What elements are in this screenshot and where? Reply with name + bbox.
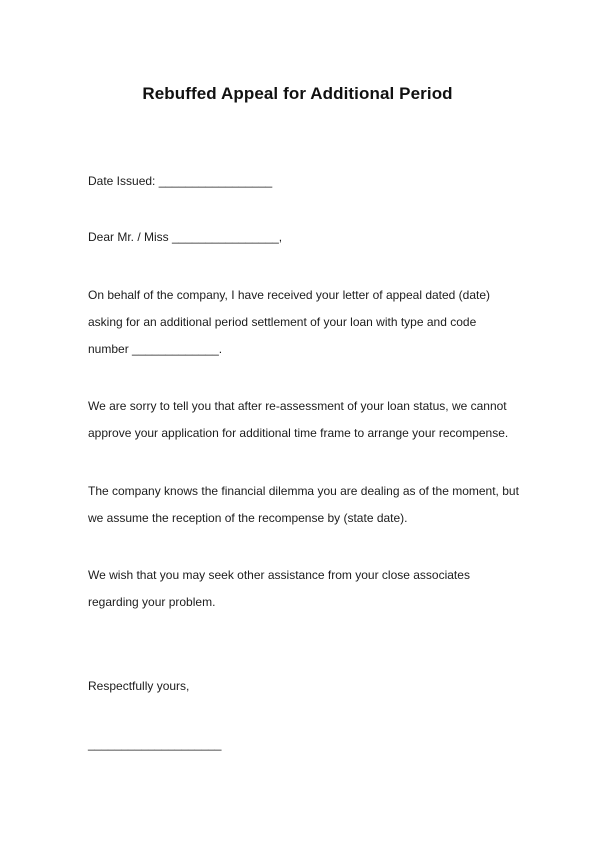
salutation-line: Dear Mr. / Miss ________________,: [88, 230, 283, 244]
paragraph-3-line-1: The company knows the financial dilemma you are dealing as of the moment, but: [88, 484, 519, 498]
date-issued-line: Date Issued: _________________: [88, 174, 273, 188]
paragraph-1-line-1: On behalf of the company, I have received your letter of appeal dated (date): [88, 288, 491, 302]
paragraph-4-line-1: We wish that you may seek other assistance from your close associates: [88, 568, 470, 582]
closing-line: Respectfully yours,: [88, 679, 190, 693]
document-title: Rebuffed Appeal for Additional Period: [142, 84, 453, 103]
paragraph-1-line-2: asking for an additional period settlement of your loan with type and code: [88, 315, 477, 329]
paragraph-4-line-2: regarding your problem.: [88, 595, 216, 609]
signature-line: ____________________: [88, 737, 222, 751]
paragraph-3-line-2: we assume the reception of the recompense by (state date).: [88, 511, 408, 525]
paragraph-2-line-1: We are sorry to tell you that after re-assessment of your loan status, we cannot: [88, 399, 507, 413]
paragraph-1-line-3: number _____________.: [88, 342, 223, 356]
paragraph-2-line-2: approve your application for additional time frame to arrange your recompense.: [88, 426, 509, 440]
